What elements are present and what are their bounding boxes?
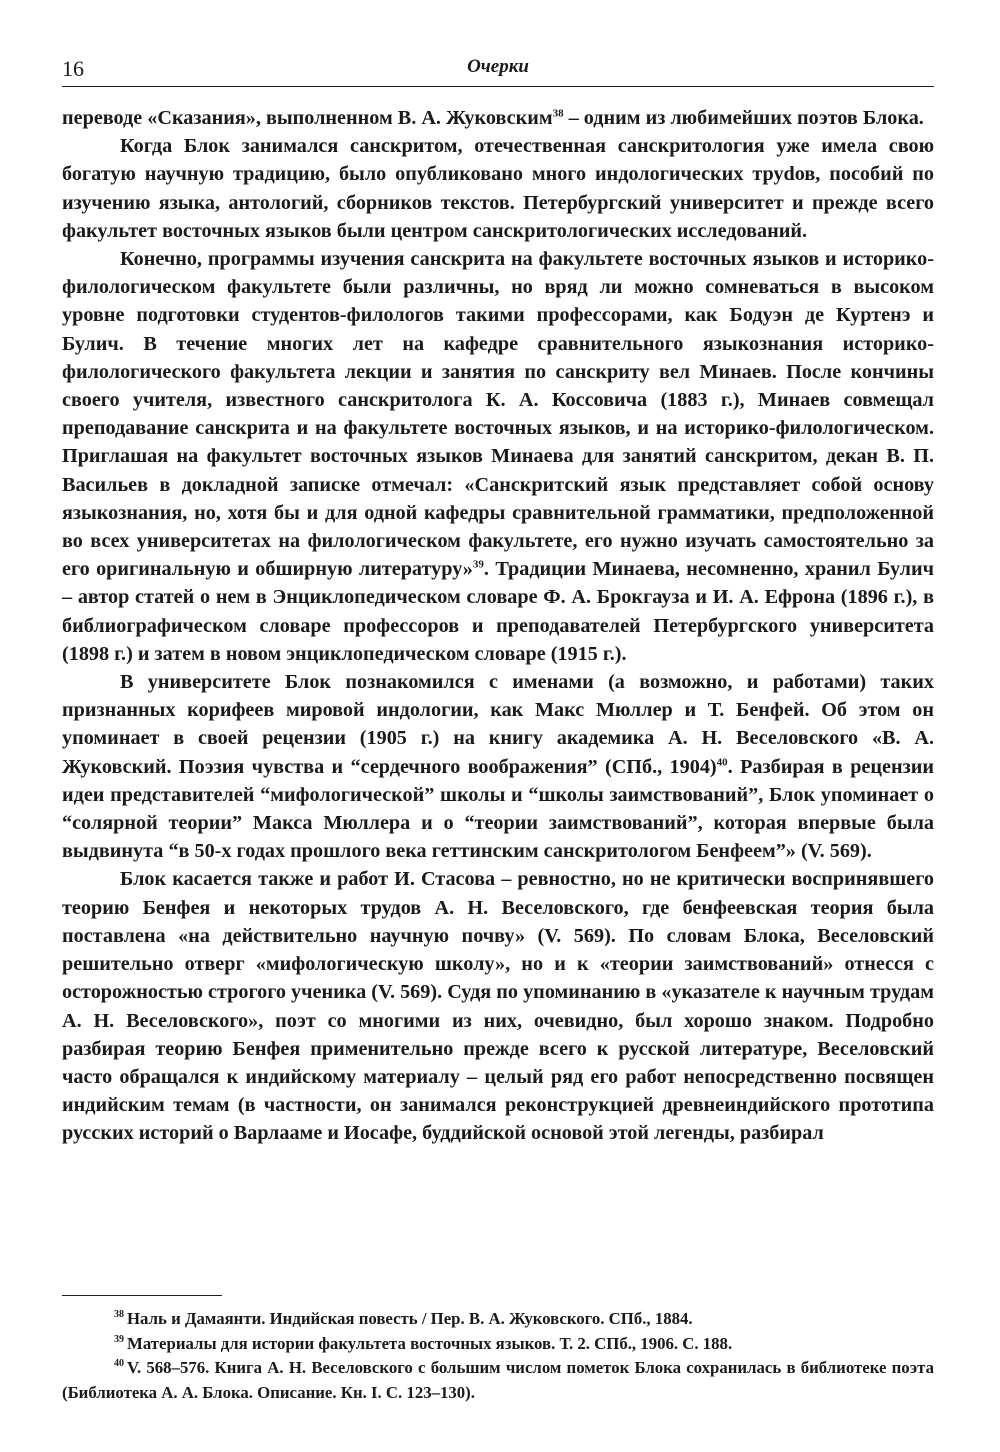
paragraph <box>62 668 934 865</box>
footnote-text: Материалы для истории факультета восточных языков. Т. 2. СПб., 1906. С. 188. <box>127 1333 733 1353</box>
page-number: 16 <box>62 56 84 81</box>
paragraph <box>62 245 934 668</box>
paragraph-text: Конечно, программы изучения санскрита на факультете восточных языков и историко-филологическом факультете были различны, но вряд ли можно сомневаться в высоком уровне подготовки студентов-филологов такими профессорами, как Бодуэн де Куртенэ и Булич. В течение многих лет на кафедре сравнительного языкознания историко-филологического факультета лекции и занятия по санскриту вел Минаев. После кончины своего учителя, известного санскритолога К. А. Коссовича (1883 г.), Минаев совмещал преподавание санскрита и на факультете восточных языков, и на историко-филологическом. Приглашая на факультет восточных языков Минаева для занятий санскритом, декан В. П. Васильев в докладной записке отмечал: «Санскритский язык представляет собой основу языкознания, но, хотя бы и для одной кафедры сравнительной грамматики, предположенной во всех университетах на филологическом факультете, его нужно изучать самостоятельно за его оригинальную и обширную литературу» <box>62 248 934 581</box>
paragraph-text: . Разбирая в рецензии идеи представителей “мифологической” школы и “школы заимствований”, Блок упоминает о “солярной теории” Макса Мюллера и о “теории заимствований”, которая впервые была выдвинута “в 50-х годах прошлого века геттинским санскритологом Бенфеем”» (V. 569). <box>62 755 934 863</box>
footnote-mark: 38 <box>114 1309 124 1321</box>
footnote <box>62 1332 934 1357</box>
footnote <box>62 1307 934 1332</box>
footnote-ref: 38 <box>552 107 564 120</box>
footnote-divider <box>62 1295 222 1296</box>
paragraph-text: В университете Блок познакомился с именами (а возможно, и работами) таких признанных корифеев мировой индологии, как Макс Мюллер и Т. Бенфей. Об этом он упоминает в своей рецензии (1905 г.) на книгу академика А. Н. Веселовского «В. А. Жуковский. Поэзия чувства и “сердечного воображения” (СПб., 1904) <box>62 671 934 778</box>
paragraph <box>62 104 934 132</box>
running-title: Очерки <box>467 56 529 77</box>
footnote-text: Наль и Дамаянти. Индийская повесть / Пер. В. А. Жуковского. СПб., 1884. <box>127 1309 693 1328</box>
paragraph: Когда Блок занимался санскритом, отечественная санскритология уже имела свою богатую научную традицию, было опубликовано много индологических труdов, пособий по изучению языка, антологий, сборников текстов. Петербургский университет и прежде всего факультет восточных языков были центром санскритологических исследований. <box>62 135 934 242</box>
footnotes <box>62 1307 934 1405</box>
paragraph-text: – одним из любимейших поэтов Блока. <box>563 107 924 129</box>
footnote-ref: 40 <box>716 755 728 768</box>
page-header <box>62 56 934 87</box>
footnote-mark: 39 <box>114 1333 124 1345</box>
footnote-mark: 40 <box>114 1358 124 1370</box>
footnote-ref: 39 <box>472 558 484 571</box>
paragraph: Блок касается также и работ И. Стасова – ревностно, но не критически воспринявшего теорию Бенфея и некоторых трудов А. Н. Веселовского, где бенфеевская теория была поставлена «на действительно научную почву» (V. 569). По словам Блока, Веселовский решительно отверг «мифологическую школу», но и к «теории заимствований» отнесся с осторожностью строгого ученика (V. 569). Судя по упоминанию в «указателе к научным трудам А. Н. Веселовского», поэт со многими из них, очевидно, был хорошо знаком. Подробно разбирая теорию Бенфея применительно прежде всего к русской литературе, Веселовский часто обращался к индийскому материалу – целый ряд его работ непосредственно посвящен индийским темам (в частности, он занимался реконструкцией древнеиндийского прототипа русских историй о Варлааме и Иосафе, буддийской основой этой легенды, разбирал <box>62 868 934 1145</box>
footnote-text: V. 568–576. Книга А. Н. Веселовского с большим числом пометок Блока сохранилась в библиотеке поэта (Библиотека А. А. Блока. Описание. Кн. I. С. 123–130). <box>62 1358 934 1402</box>
paragraph-text: . Традиции Минаева, несомненно, хранил Булич – автор статей о нем в Энциклопедическом словаре Ф. А. Брокгауза и И. А. Ефрона (1896 г.), в библиографическом словаре профессоров и преподавателей Петербургского университета (1898 г.) и затем в новом энциклопедическом словаре (1915 г.). <box>62 558 934 665</box>
footnote <box>62 1356 934 1405</box>
paragraph-text: переводе «Сказания», выполненном В. А. Жуковским <box>62 107 553 129</box>
main-text <box>62 104 934 1148</box>
